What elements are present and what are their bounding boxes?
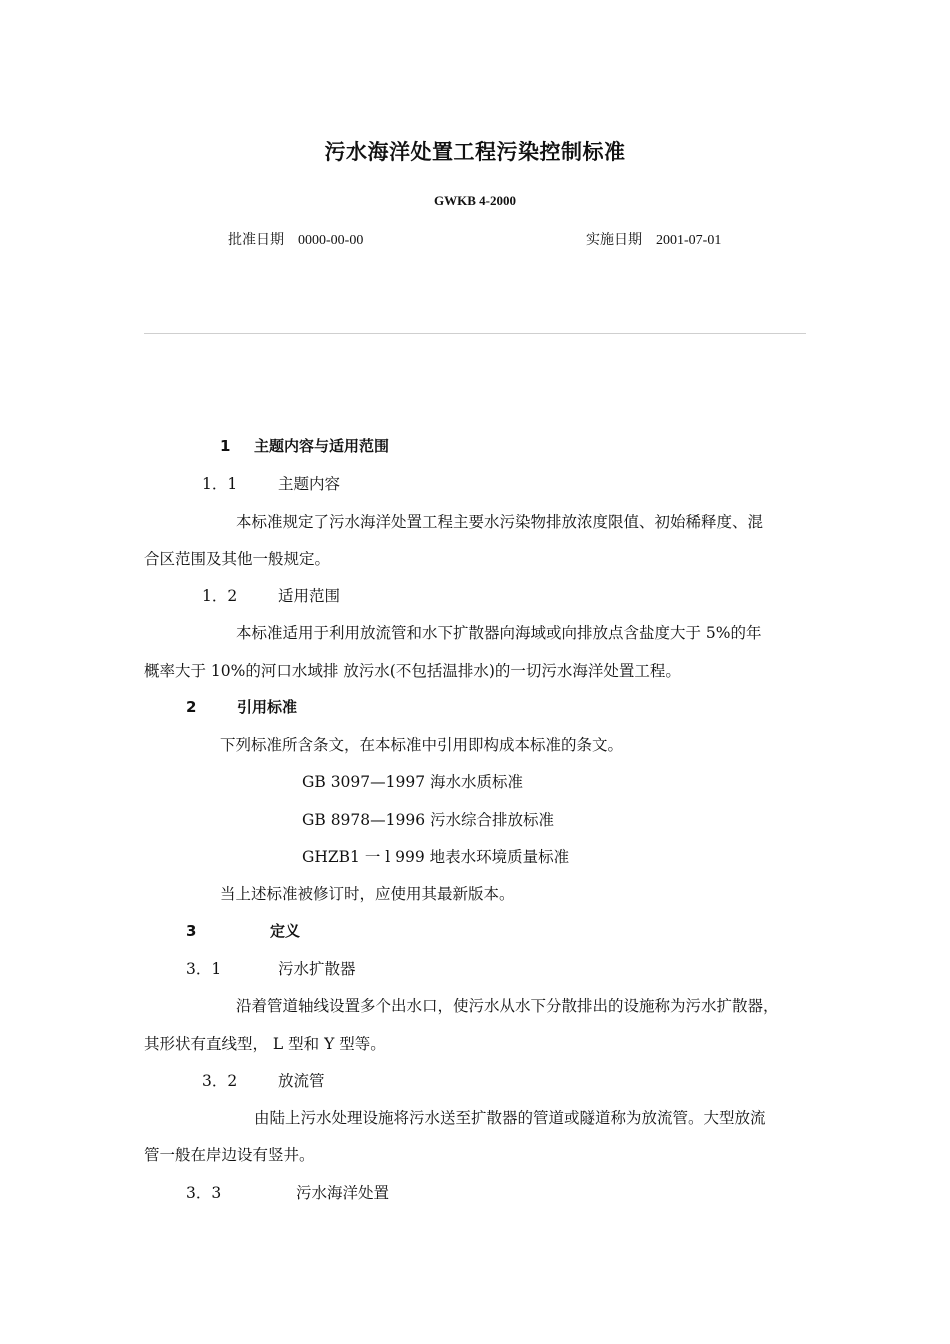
section-title: 定义 [270,922,301,940]
document-title: 污水海洋处置工程污染控制标准 [324,140,626,164]
section-number: 3．2 [202,1072,238,1090]
paragraph-line: 其形状有直线型， L 型和 Y 型等。 [144,1035,386,1053]
section-title: 放流管 [278,1072,325,1090]
paragraph-line: 本标准适用于利用放流管和水下扩散器向海域或向排放点含盐度大于 5%的年 [236,624,762,642]
section-number: 1．1 [202,475,238,493]
section-number: 3 [186,922,197,940]
section-number: 3．1 [186,960,222,978]
paragraph-line: 下列标准所含条文，在本标准中引用即构成本标准的条文。 [220,736,624,754]
section-number: 1 [220,437,231,455]
effective-date-value: 2001-07-01 [656,233,722,248]
section-title: 污水海洋处置 [296,1184,390,1202]
section-number: 1．2 [202,587,238,605]
reference-item: GHZB1 一 l 999 地表水环境质量标准 [302,848,570,866]
effective-date-row [586,229,721,249]
section-1-heading [220,435,389,456]
section-3-heading [186,920,300,941]
section-3-3-heading [186,1181,389,1203]
paragraph-line: 本标准规定了污水海洋处置工程主要水污染物排放浓度限值、初始稀释度、混 [236,513,764,531]
effective-date-label: 实施日期 [586,233,642,248]
approval-date-label: 批准日期 [228,233,284,248]
paragraph-line: 沿着管道轴线设置多个出水口，使污水从水下分散排出的设施称为污水扩散器， [236,997,779,1015]
section-2-heading [186,696,297,717]
approval-date-value: 0000-00-00 [298,233,364,248]
section-1-2-heading [202,584,340,606]
section-number: 2 [186,698,197,716]
paragraph-line: 概率大于 10%的河口水域排 放污水(不包括温排水)的一切污水海洋处置工程。 [144,662,681,680]
paragraph-line: 当上述标准被修订时，应使用其最新版本。 [220,885,515,903]
paragraph-line: 合区范围及其他一般规定。 [144,550,331,568]
section-title: 污水扩散器 [278,960,356,978]
section-title: 适用范围 [278,587,341,605]
section-3-1-heading [186,957,356,979]
paragraph-line: 管一般在岸边设有竖井。 [144,1146,315,1164]
section-number: 3．3 [186,1184,222,1202]
section-1-1-heading [202,472,340,494]
standard-code: GWKB 4-2000 [434,193,516,208]
reference-item: GB 8978—1996 污水综合排放标准 [302,811,555,829]
paragraph-line: 由陆上污水处理设施将污水送至扩散器的管道或隧道称为放流管。大型放流 [254,1109,766,1127]
approval-date-row [228,229,363,249]
header-divider [144,333,806,334]
reference-item: GB 3097—1997 海水水质标准 [302,773,524,791]
section-3-2-heading [202,1069,325,1091]
section-title: 引用标准 [237,698,298,716]
section-title: 主题内容 [278,475,341,493]
section-title: 主题内容与适用范围 [254,437,390,455]
